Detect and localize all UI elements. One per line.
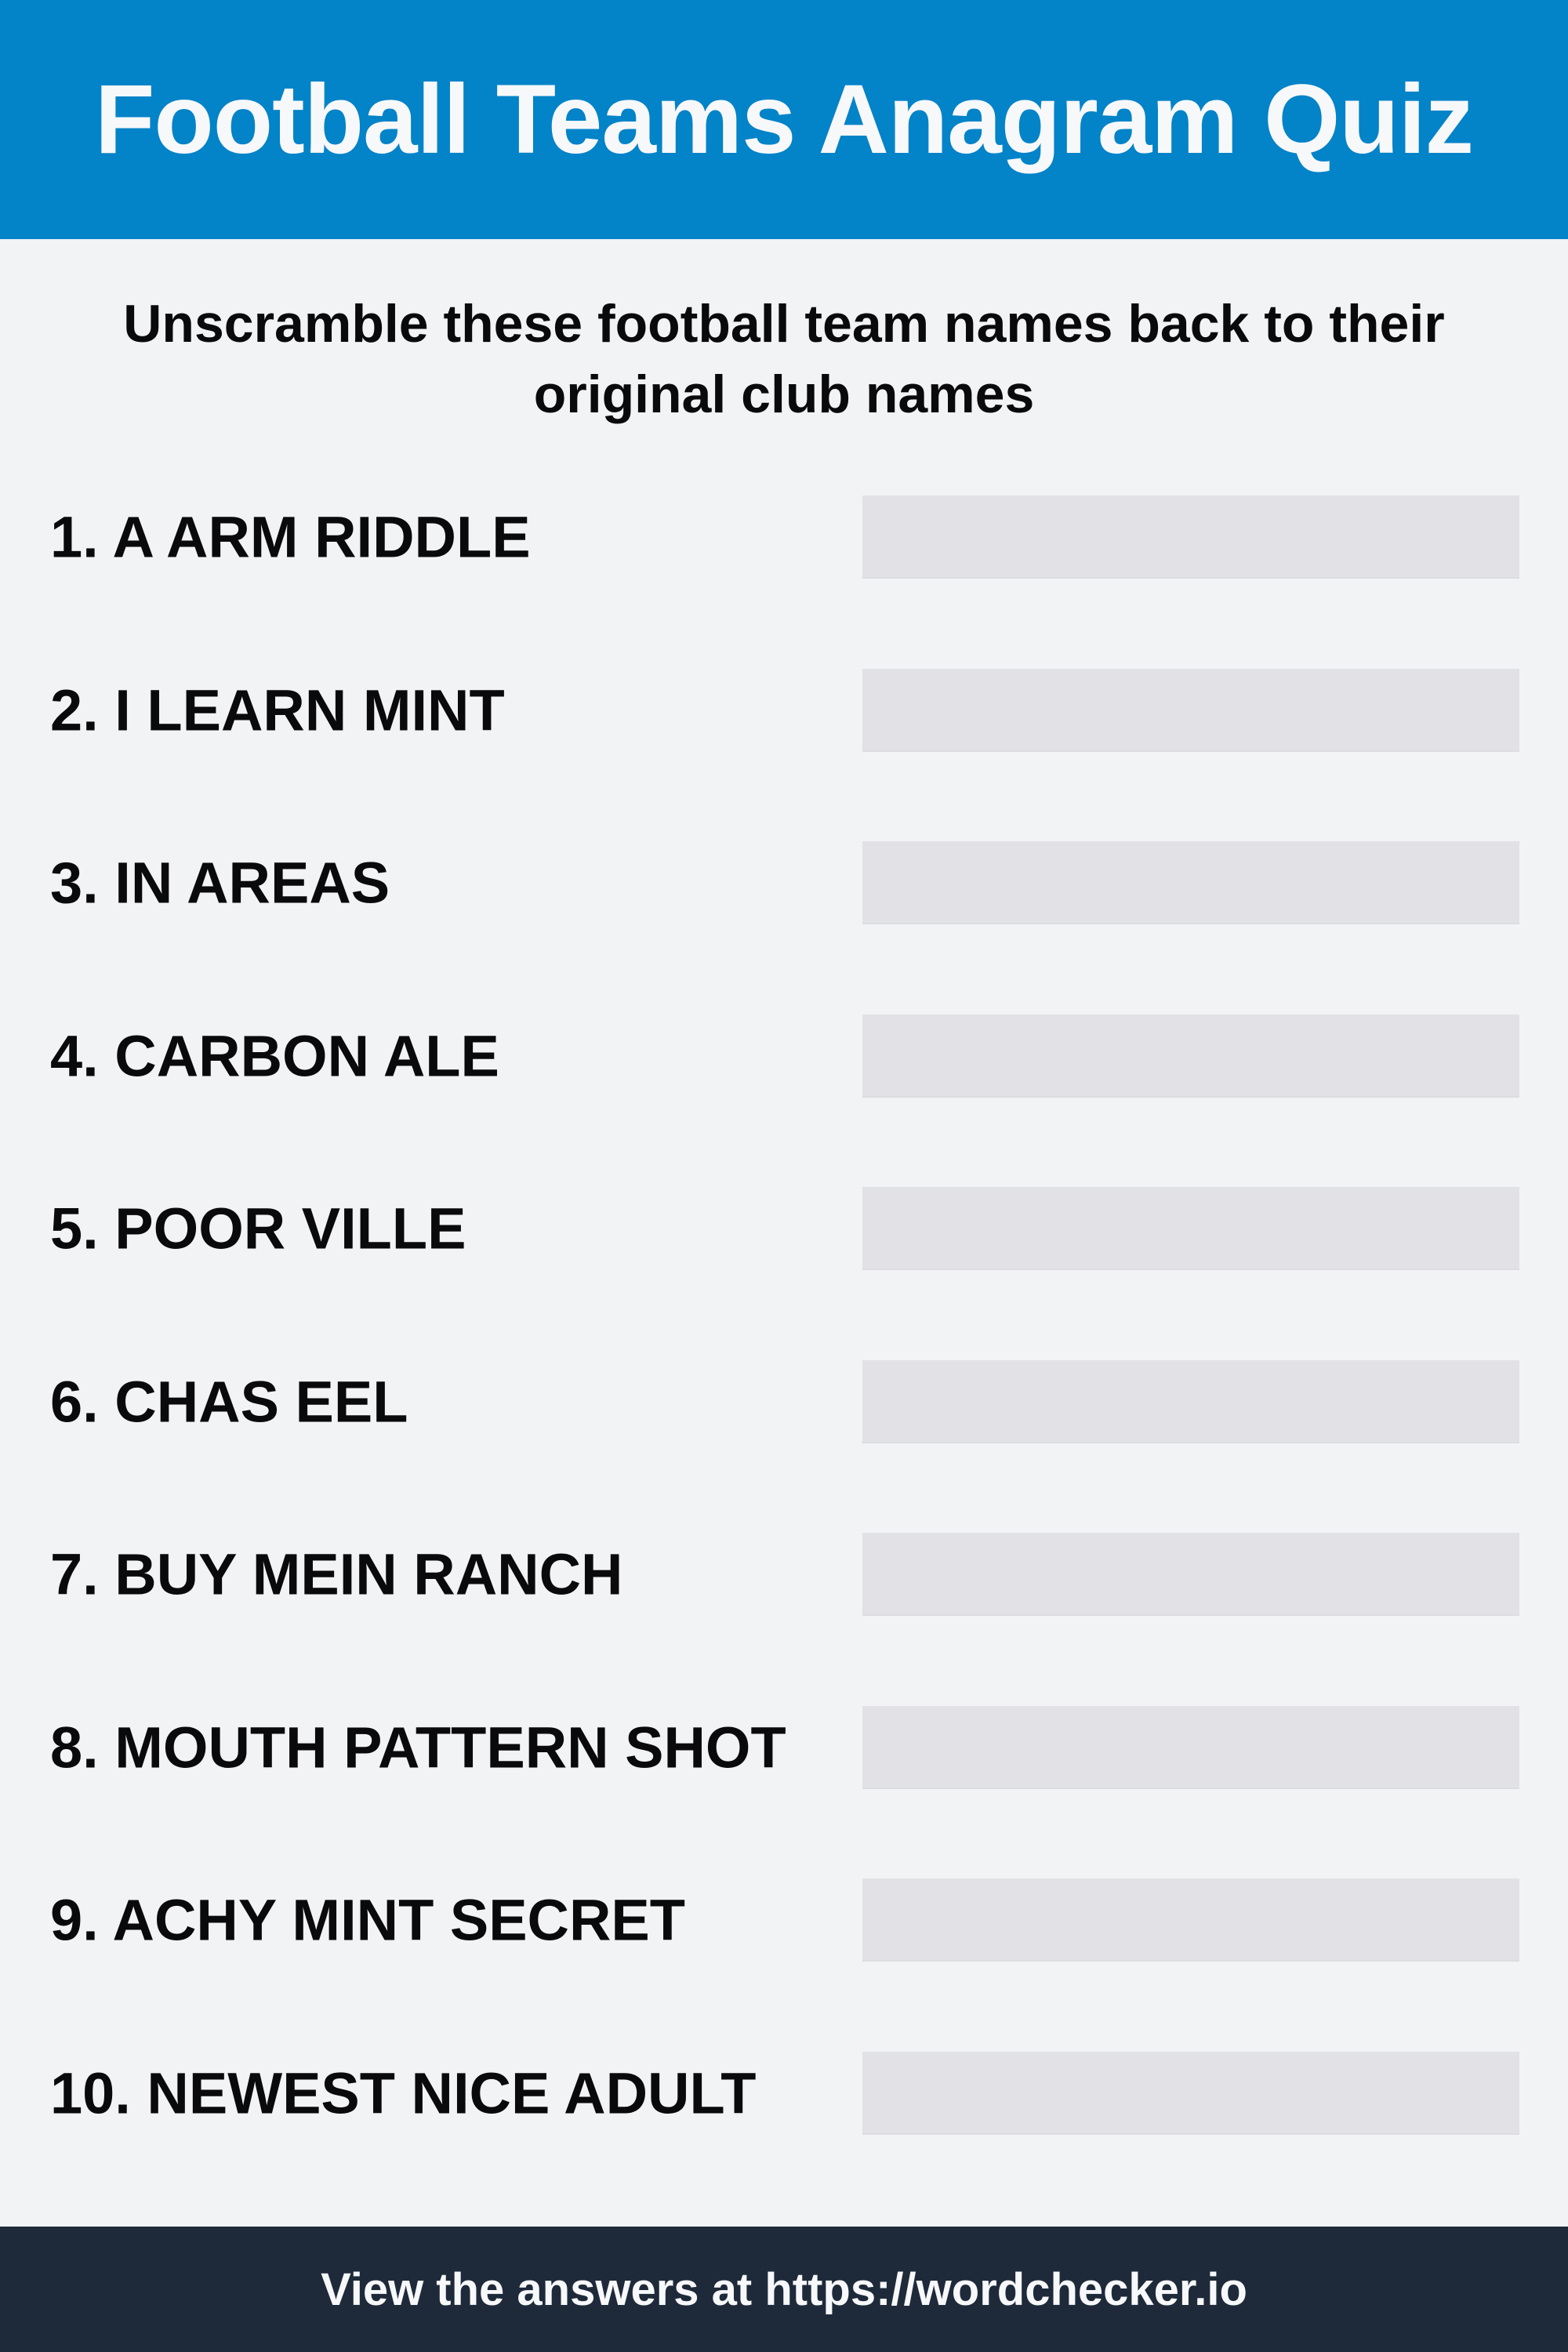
quiz-list [0, 451, 1568, 2180]
answer-box-2[interactable] [862, 669, 1519, 752]
quiz-item [0, 1316, 1568, 1489]
page-header [0, 0, 1568, 239]
instructions [78, 289, 1490, 430]
instructions-line-1: Unscramble these football team names back to their [123, 294, 1445, 354]
answer-box-8[interactable] [862, 1706, 1519, 1789]
quiz-item-label: 9. ACHY MINT SECRET [50, 1887, 685, 1953]
quiz-item-label: 6. CHAS EEL [50, 1369, 408, 1435]
quiz-item [0, 1834, 1568, 2007]
quiz-item-label: 8. MOUTH PATTERN SHOT [50, 1715, 786, 1780]
answer-box-9[interactable] [862, 1878, 1519, 1962]
quiz-item-label: 1. A ARM RIDDLE [50, 504, 531, 570]
quiz-item [0, 451, 1568, 624]
page-title: Football Teams Anagram Quiz [95, 65, 1473, 174]
answer-box-1[interactable] [862, 495, 1519, 579]
quiz-item [0, 1488, 1568, 1661]
quiz-item-label: 10. NEWEST NICE ADULT [50, 2060, 757, 2126]
quiz-item-label: 7. BUY MEIN RANCH [50, 1541, 623, 1607]
quiz-item [0, 624, 1568, 797]
answers-link[interactable]: https://wordchecker.io [764, 2263, 1247, 2315]
answer-box-3[interactable] [862, 841, 1519, 924]
answer-box-7[interactable] [862, 1533, 1519, 1616]
quiz-item-label: 2. I LEARN MINT [50, 677, 505, 743]
quiz-item [0, 1661, 1568, 1835]
quiz-item [0, 970, 1568, 1143]
quiz-item-label: 3. IN AREAS [50, 850, 390, 916]
footer-text: View the answers at [321, 2263, 765, 2315]
instructions-line-2: original club names [533, 365, 1035, 424]
quiz-item-label: 5. POOR VILLE [50, 1196, 466, 1261]
quiz-item-label: 4. CARBON ALE [50, 1023, 499, 1089]
page-footer [0, 2227, 1568, 2352]
quiz-item [0, 2007, 1568, 2180]
quiz-item [0, 1142, 1568, 1316]
answer-box-6[interactable] [862, 1360, 1519, 1443]
answer-box-5[interactable] [862, 1187, 1519, 1270]
answer-box-10[interactable] [862, 2052, 1519, 2135]
quiz-item [0, 797, 1568, 970]
answer-box-4[interactable] [862, 1014, 1519, 1098]
